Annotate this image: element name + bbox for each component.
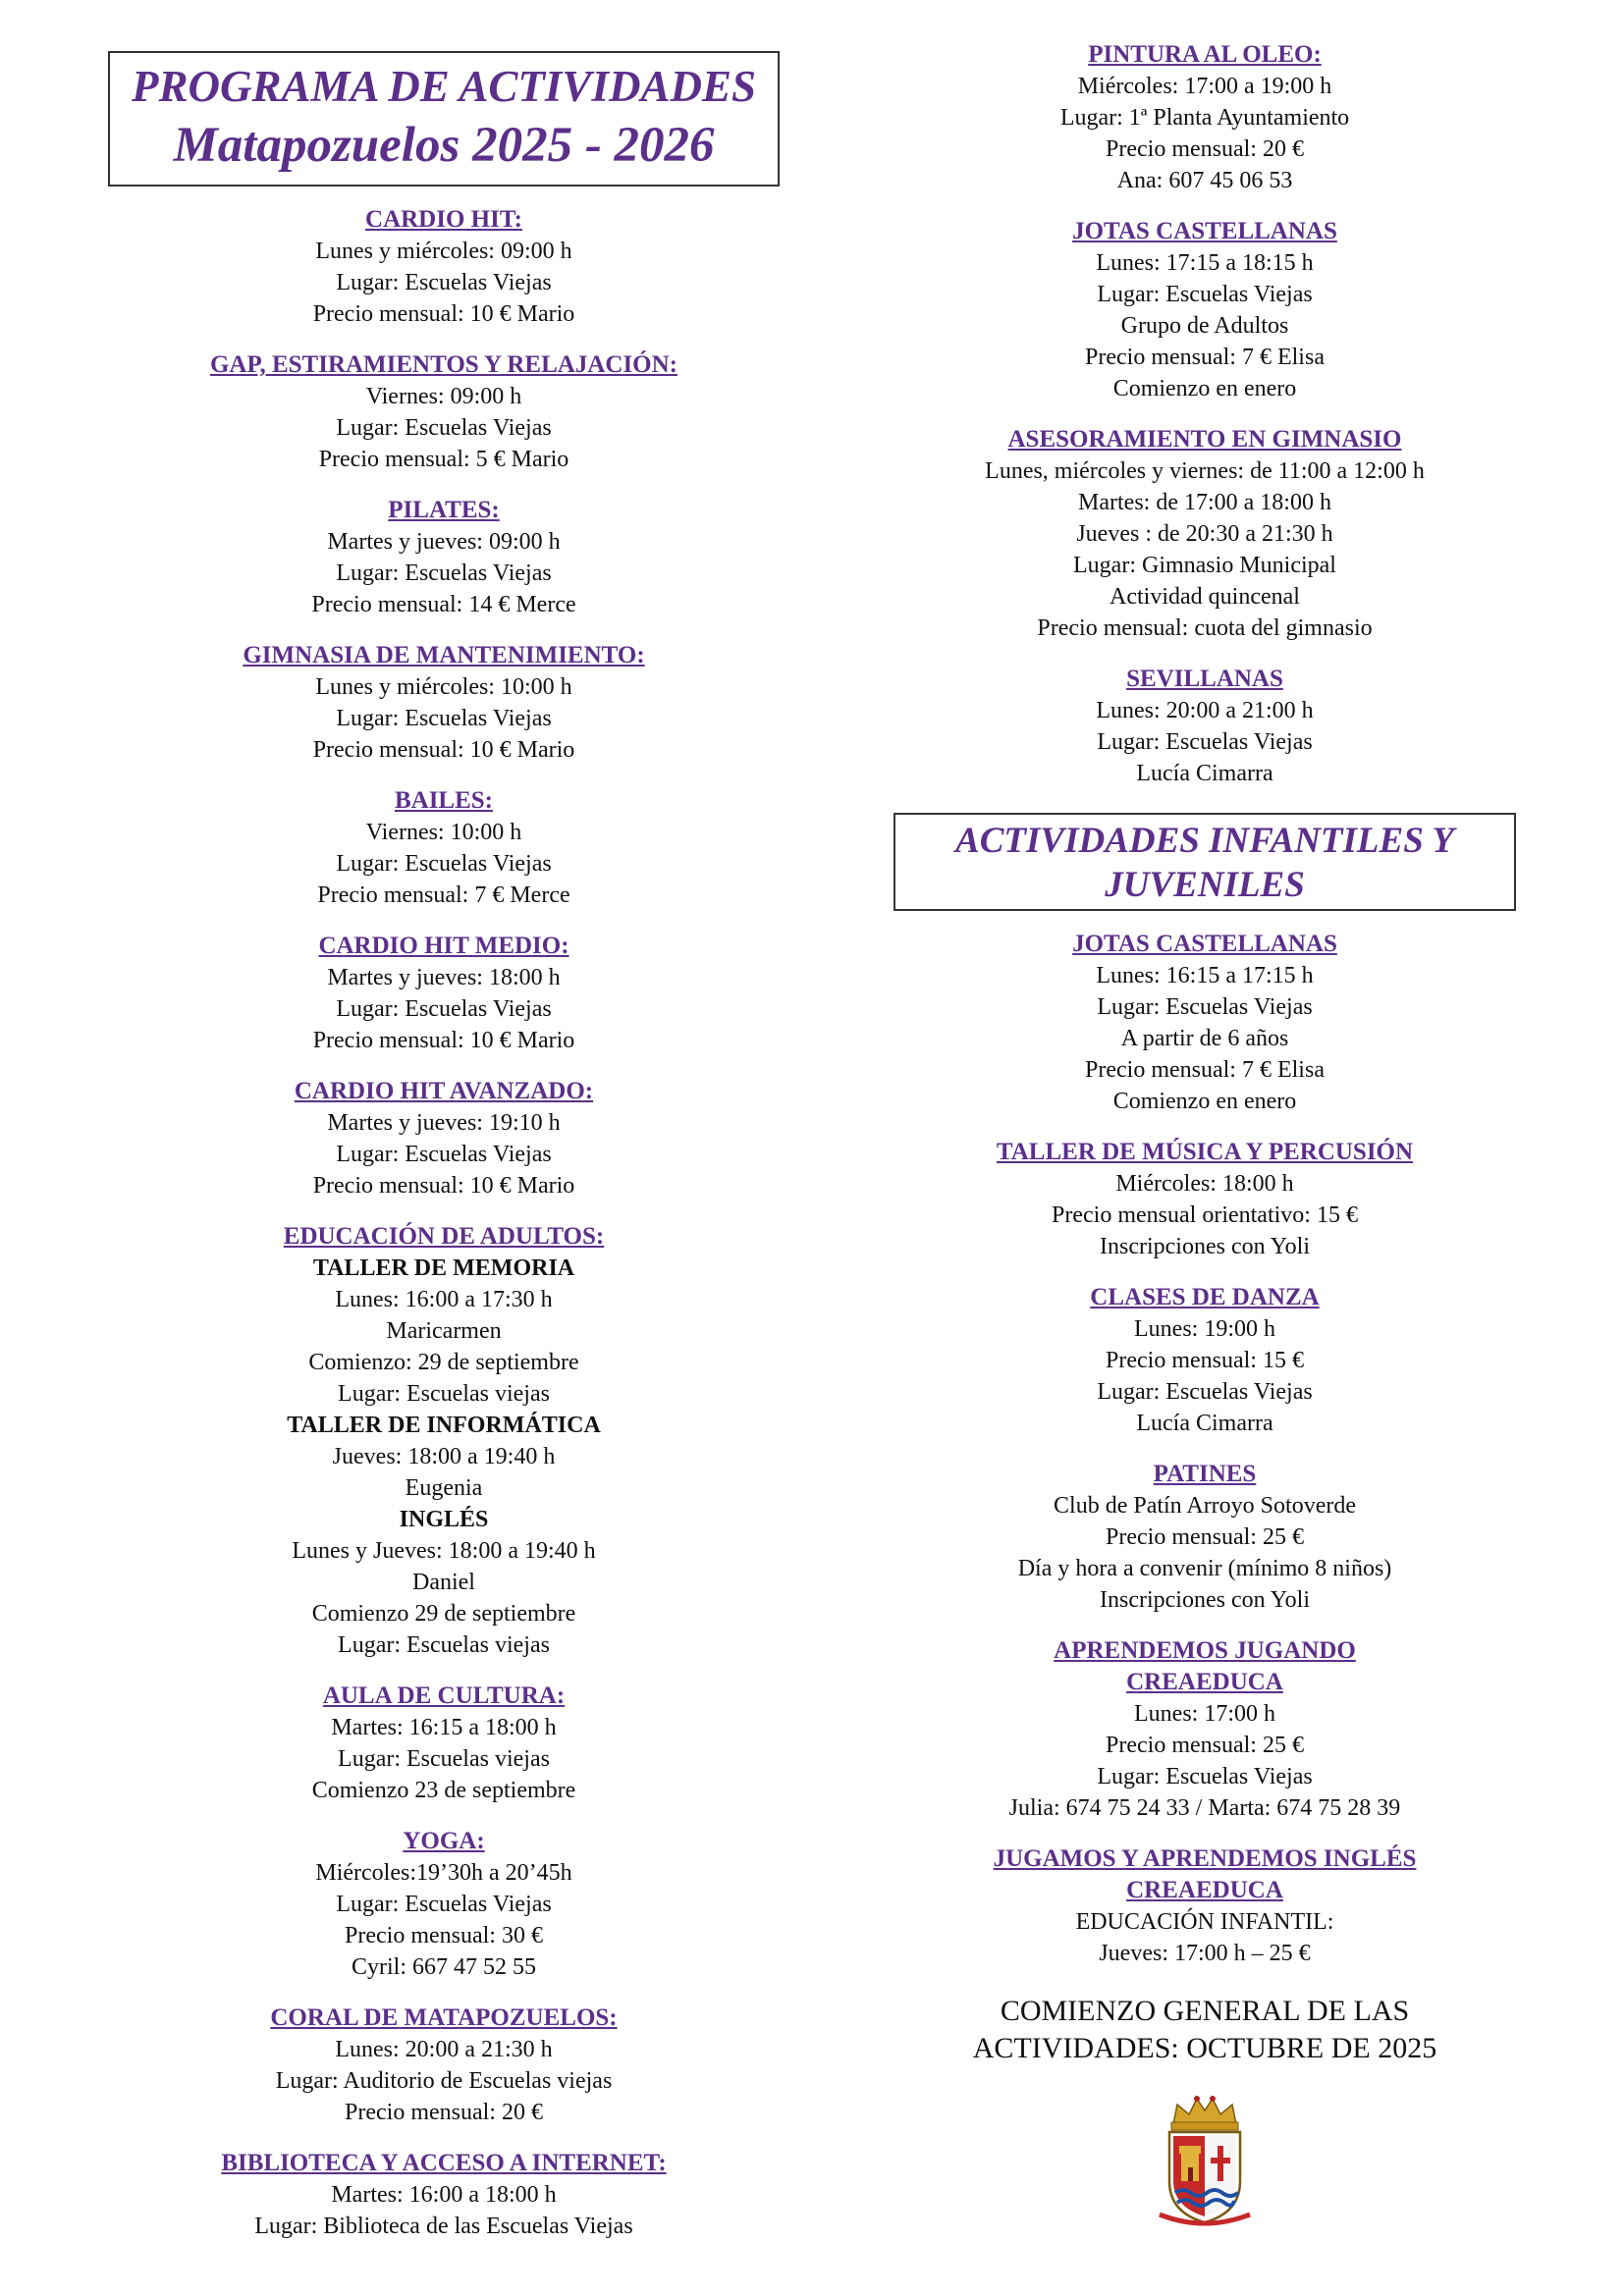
activity-detail: Martes y jueves: 18:00 h [327,965,561,990]
activity-detail: Lugar: Escuelas Viejas [1097,994,1313,1020]
coat-of-arms-icon [1156,2091,1254,2228]
activity-yoga [108,1826,780,1983]
activity-detail: Martes y jueves: 09:00 h [327,529,561,555]
activity-heading: YOGA: [403,1828,485,1854]
activity-detail: Lugar: Auditorio de Escuelas viejas [275,2068,613,2094]
activity-detail: Comienzo 23 de septiembre [311,1778,576,1803]
activity-heading-secondary: CREAEDUCA [1126,1877,1283,1903]
activity-detail: Grupo de Adultos [1120,313,1289,339]
activity-detail: Precio mensual: 5 € Mario [318,447,569,472]
activity-patines [893,1459,1516,1616]
activity-heading: CARDIO HIT AVANZADO: [294,1078,594,1104]
activity-jotas-castellanas [893,929,1516,1117]
activity-detail: Comienzo en enero [1112,376,1297,401]
activity-detail: Precio mensual: 15 € [1106,1348,1304,1373]
activity-detail: Lugar: Escuelas Viejas [336,1892,552,1917]
activity-jotas-castellanas [893,216,1516,404]
activity-detail: Precio mensual: 10 € Mario [312,301,575,327]
activity-detail: Inscripciones con Yoli [1100,1587,1310,1613]
activity-detail: Lugar: Escuelas Viejas [1097,282,1313,307]
activity-heading: JUGAMOS Y APRENDEMOS INGLÉS [993,1845,1417,1872]
adult-activities-list-right [893,39,1516,789]
activity-detail: Precio mensual: 20 € [345,2100,543,2125]
activity-heading: SEVILLANAS [1126,666,1283,692]
activity-detail: Lucía Cimarra [1136,1411,1273,1436]
activity-taller-de-musica-y-percusion [893,1137,1516,1262]
activity-jugamos-y-aprendemos-ingles [893,1843,1516,1969]
program-subtitle: Matapozuelos 2025 - 2026 [173,118,715,173]
activity-detail: Lunes: 16:15 a 17:15 h [1096,963,1314,988]
activity-heading: APRENDEMOS JUGANDO [1054,1637,1356,1664]
activity-detail: Viernes: 09:00 h [365,384,522,409]
activity-detail: Lunes: 19:00 h [1134,1316,1275,1342]
activity-coral-de-matapozuelos [108,2002,780,2128]
subsection-title: TALLER DE INFORMÁTICA [287,1413,601,1438]
activity-biblioteca-y-acceso-a-internet [108,2148,780,2242]
kids-activities-list [893,929,1516,1969]
activity-detail: Lunes: 17:15 a 18:15 h [1096,250,1314,276]
activity-sevillanas [893,664,1516,789]
activity-detail: Jueves : de 20:30 a 21:30 h [1076,521,1333,547]
activity-heading-secondary: CREAEDUCA [1126,1669,1283,1695]
activity-detail: Precio mensual: 20 € [1106,136,1304,162]
activity-detail: Viernes: 10:00 h [365,820,522,845]
activity-detail: Precio mensual: 7 € Elisa [1085,1057,1325,1083]
activity-detail: Lunes y Jueves: 18:00 a 19:40 h [292,1538,596,1564]
program-title: PROGRAMA DE ACTIVIDADES [131,62,757,111]
activity-detail: Precio mensual: 10 € Mario [312,1173,575,1199]
activity-detail: Lugar: Escuelas viejas [338,1746,550,1772]
activity-detail: Miércoles: 17:00 a 19:00 h [1077,74,1332,99]
activity-detail: Lunes: 20:00 a 21:00 h [1096,698,1314,723]
activity-detail: Lunes: 20:00 a 21:30 h [335,2037,553,2062]
activity-cardio-hit-avanzado [108,1076,780,1201]
activity-heading: PINTURA AL OLEO: [1088,41,1322,68]
activity-heading: ASESORAMIENTO EN GIMNASIO [1007,426,1402,453]
activity-detail: Comienzo 29 de septiembre [311,1601,576,1627]
activity-heading: GIMNASIA DE MANTENIMIENTO: [243,642,645,668]
activity-detail: Lugar: Escuelas Viejas [336,851,552,877]
activity-detail: Precio mensual: 10 € Mario [312,737,575,763]
activity-detail: Club de Patín Arroyo Sotoverde [1054,1493,1356,1519]
activity-detail: Martes: 16:00 a 18:00 h [331,2182,557,2208]
activity-detail: Jueves: 17:00 h – 25 € [1099,1941,1311,1966]
activity-detail: Martes y jueves: 19:10 h [327,1110,561,1136]
activity-detail: Comienzo en enero [1112,1089,1297,1114]
right-column [893,0,1516,2228]
activity-detail: Lunes y miércoles: 09:00 h [315,239,572,264]
activity-detail: Lunes: 16:00 a 17:30 h [335,1287,553,1312]
activity-detail: Lugar: Escuelas Viejas [336,415,552,441]
activity-cardio-hit [108,204,780,330]
activity-detail: Precio mensual: cuota del gimnasio [1037,615,1373,641]
activity-detail: Lugar: Escuelas Viejas [336,561,552,586]
activity-heading: JOTAS CASTELLANAS [1072,218,1337,244]
activity-detail: Lugar: 1ª Planta Ayuntamiento [1059,105,1350,131]
activity-detail: Precio mensual orientativo: 15 € [1052,1202,1358,1228]
activity-detail: Precio mensual: 7 € Merce [317,882,570,908]
activity-detail: Precio mensual: 7 € Elisa [1085,345,1325,370]
activity-detail: Precio mensual: 25 € [1106,1733,1304,1758]
activity-cardio-hit-medio [108,931,780,1056]
activity-detail: Miércoles:19’30h a 20’45h [315,1860,572,1886]
activity-detail: Miércoles: 18:00 h [1115,1171,1294,1197]
activity-heading: EDUCACIÓN DE ADULTOS: [283,1223,605,1250]
activity-heading: CARDIO HIT MEDIO: [318,933,569,959]
activity-detail: Actividad quincenal [1110,584,1300,610]
activity-detail: Lunes, miércoles y viernes: de 11:00 a 12:00 h [985,458,1425,484]
activity-detail: Lugar: Escuelas Viejas [1097,729,1313,755]
activity-detail: Lugar: Escuelas Viejas [1097,1379,1313,1405]
activity-detail: Día y hora a convenir (mínimo 8 niños) [1017,1556,1392,1581]
activity-detail: Martes: de 17:00 a 18:00 h [1078,490,1331,515]
footer-line1: COMIENZO GENERAL DE LAS [1000,1995,1410,2027]
activity-educacion-de-adultos [108,1221,780,1661]
activity-detail: Lugar: Escuelas Viejas [336,270,552,295]
activity-detail: Cyril: 667 47 52 55 [351,1954,536,1980]
activity-detail: Lugar: Gimnasio Municipal [1073,553,1336,578]
activity-bailes [108,785,780,911]
activity-detail: Daniel [412,1570,475,1595]
activity-detail: Precio mensual: 14 € Merce [311,592,576,617]
activity-aprendemos-jugando [893,1635,1516,1824]
activity-detail: A partir de 6 años [1120,1026,1289,1051]
activity-heading: CORAL DE MATAPOZUELOS: [270,2004,618,2031]
activity-detail: Precio mensual: 25 € [1106,1524,1304,1550]
activity-heading: CLASES DE DANZA [1090,1284,1320,1310]
activity-detail: Lugar: Escuelas viejas [338,1632,550,1658]
activity-detail: Jueves: 18:00 a 19:40 h [332,1444,556,1469]
activity-clases-de-danza [893,1282,1516,1439]
activity-detail: Lugar: Escuelas viejas [338,1381,550,1407]
adult-activities-list-left [108,204,780,2242]
activity-detail: EDUCACIÓN INFANTIL: [1075,1909,1334,1935]
activity-detail: Julia: 674 75 24 33 / Marta: 674 75 28 39 [1008,1795,1401,1821]
activity-heading: BAILES: [394,787,494,814]
activity-gap-estiramientos-y-relajacion [108,349,780,475]
activity-heading: BIBLIOTECA Y ACCESO A INTERNET: [221,2150,667,2176]
kids-title-line1: ACTIVIDADES INFANTILES Y [955,821,1454,861]
general-start-notice [893,1993,1516,2067]
activity-detail: Lugar: Escuelas Viejas [336,996,552,1022]
activity-heading: GAP, ESTIRAMIENTOS Y RELAJACIÓN: [209,351,677,378]
activity-heading: TALLER DE MÚSICA Y PERCUSIÓN [996,1139,1414,1165]
activity-aula-de-cultura [108,1681,780,1806]
activity-detail: Maricarmen [386,1318,502,1344]
activity-pintura-al-oleo [893,39,1516,196]
left-column [108,0,780,2242]
activity-detail: Inscripciones con Yoli [1100,1234,1310,1259]
activity-heading: AULA DE CULTURA: [322,1682,566,1709]
activity-heading: CARDIO HIT: [365,206,522,233]
activity-detail: Lucía Cimarra [1136,761,1273,786]
kids-title-box [893,813,1516,911]
activity-detail: Lugar: Escuelas Viejas [336,1142,552,1167]
activity-detail: Ana: 607 45 06 53 [1116,168,1293,193]
activity-heading: PILATES: [388,497,500,523]
activity-detail: Precio mensual: 30 € [345,1923,543,1949]
activity-detail: Lunes: 17:00 h [1134,1701,1275,1727]
activity-detail: Precio mensual: 10 € Mario [312,1028,575,1053]
activity-detail: Comienzo: 29 de septiembre [308,1350,579,1375]
activity-asesoramiento-en-gimnasio [893,424,1516,644]
footer-line2: ACTIVIDADES: OCTUBRE DE 2025 [972,2032,1437,2064]
activity-detail: Lugar: Biblioteca de las Escuelas Viejas [254,2214,633,2239]
subsection-title: TALLER DE MEMORIA [312,1255,575,1281]
activity-detail: Lugar: Escuelas Viejas [336,706,552,731]
activity-detail: Lunes y miércoles: 10:00 h [315,674,572,700]
activity-pilates [108,495,780,620]
activity-detail: Martes: 16:15 a 18:00 h [331,1715,557,1740]
activity-detail: Lugar: Escuelas Viejas [1097,1764,1313,1789]
activity-heading: PATINES [1153,1461,1257,1487]
activity-heading: JOTAS CASTELLANAS [1072,931,1337,957]
activity-gimnasia-de-mantenimiento [108,640,780,766]
kids-title-line2: JUVENILES [1105,865,1305,905]
subsection-title: INGLÉS [399,1507,489,1532]
program-title-box [108,51,780,187]
activity-detail: Eugenia [405,1475,483,1501]
